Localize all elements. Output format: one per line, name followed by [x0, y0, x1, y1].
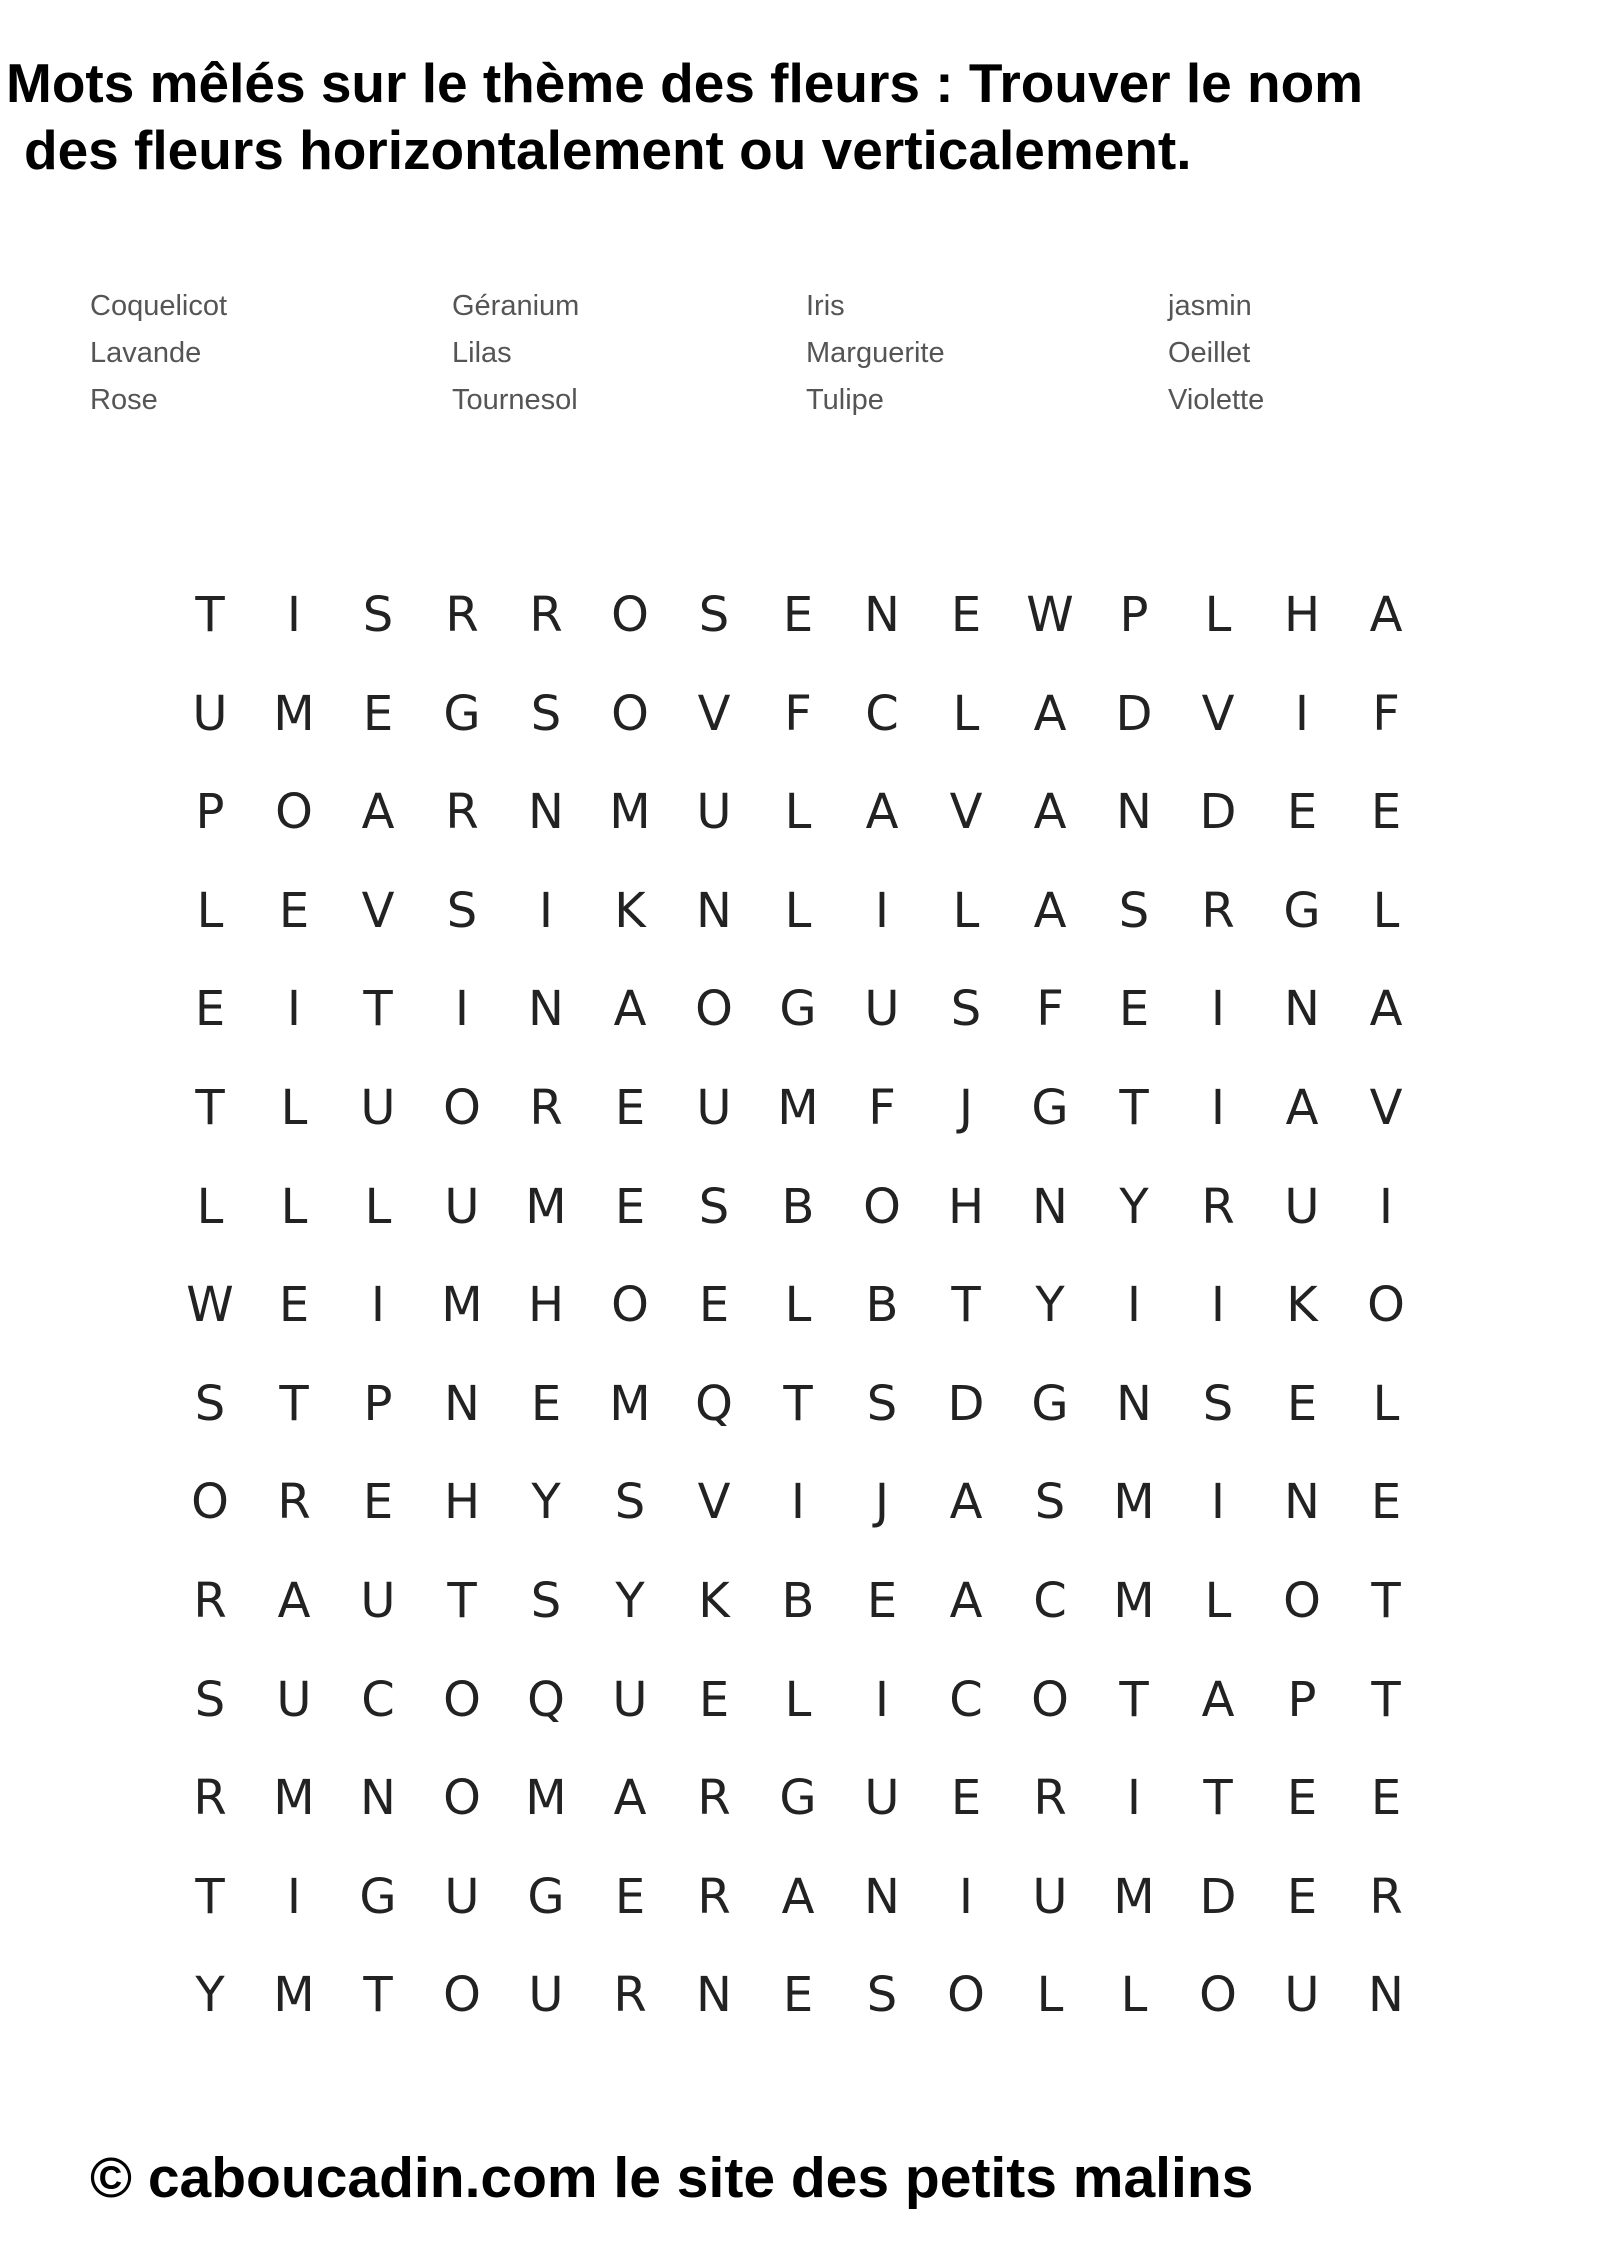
- grid-letter: C: [1033, 1572, 1067, 1629]
- grid-letter: I: [1210, 1474, 1226, 1531]
- grid-letter: T: [447, 1572, 477, 1629]
- grid-letter: H: [947, 1178, 985, 1235]
- grid-letter: G: [779, 981, 817, 1038]
- grid-letter: M: [441, 1277, 483, 1334]
- grid-letter: T: [1203, 1770, 1233, 1827]
- grid-letter: K: [698, 1572, 730, 1629]
- grid-letter: A: [613, 981, 647, 1038]
- grid-letter: P: [195, 784, 225, 841]
- grid-letter: L: [1120, 1967, 1148, 2024]
- grid-letter: J: [874, 1474, 890, 1531]
- footer-credit: © caboucadin.com le site des petits malins: [90, 2146, 1254, 2210]
- grid-letter: M: [777, 1079, 819, 1136]
- grid-letter: O: [611, 587, 649, 643]
- grid-letter: P: [363, 1375, 393, 1432]
- grid-letter: J: [958, 1079, 974, 1136]
- grid-letter: L: [1204, 1572, 1232, 1629]
- grid-letter: S: [530, 1572, 562, 1629]
- grid-letter: O: [443, 1967, 481, 2024]
- grid-letter: N: [864, 1868, 900, 1925]
- grid-letter: N: [1116, 784, 1152, 841]
- grid-letter: N: [528, 784, 564, 841]
- grid-letter: O: [275, 784, 313, 841]
- grid-letter: M: [273, 685, 315, 742]
- grid-letter: L: [1372, 1375, 1400, 1432]
- grid-letter: S: [698, 1178, 730, 1235]
- grid-letter: E: [698, 1277, 730, 1334]
- grid-letter: S: [866, 1375, 898, 1432]
- grid-letter: S: [1202, 1375, 1234, 1432]
- grid-letter: E: [614, 1178, 646, 1235]
- grid-letter: U: [1284, 1178, 1320, 1235]
- grid-letter: U: [360, 1572, 396, 1629]
- grid-letter: L: [1204, 587, 1232, 643]
- grid-letter: U: [444, 1178, 480, 1235]
- grid-letter: A: [1033, 882, 1067, 939]
- grid-letter: V: [697, 685, 731, 742]
- grid-letter: I: [1294, 685, 1310, 742]
- grid-letter: V: [697, 1474, 731, 1531]
- grid-letter: I: [790, 1474, 806, 1531]
- grid-letter: M: [273, 1967, 315, 2024]
- grid-letter: N: [1284, 1474, 1320, 1531]
- grid-letter: A: [361, 784, 395, 841]
- grid-letter: R: [193, 1572, 227, 1629]
- grid-letter: A: [781, 1868, 815, 1925]
- grid-letter: Q: [695, 1375, 733, 1432]
- grid-letter: T: [195, 1079, 225, 1136]
- grid-letter: B: [865, 1277, 899, 1334]
- grid-letter: E: [194, 981, 226, 1038]
- word-list-item: Coquelicot: [90, 290, 228, 322]
- grid-letter: I: [454, 981, 470, 1038]
- grid-letter: G: [359, 1868, 397, 1925]
- grid-letter: S: [362, 587, 394, 643]
- grid-letter: T: [1371, 1671, 1401, 1728]
- grid-letter: O: [443, 1770, 481, 1827]
- grid-letter: N: [864, 587, 900, 643]
- grid-letter: T: [951, 1277, 981, 1334]
- grid-letter: I: [286, 1868, 302, 1925]
- grid-letter: A: [1369, 587, 1403, 643]
- word-list-item: jasmin: [1168, 290, 1252, 322]
- grid-letter: S: [698, 587, 730, 643]
- grid-letter: S: [614, 1474, 646, 1531]
- grid-letter: L: [280, 1079, 308, 1136]
- grid-letter: R: [1201, 882, 1235, 939]
- grid-letter: T: [1371, 1572, 1401, 1629]
- grid-letter: T: [363, 1967, 393, 2024]
- grid-letter: D: [1115, 685, 1153, 742]
- grid-letter: A: [1201, 1671, 1235, 1728]
- grid-letter: E: [1286, 1868, 1318, 1925]
- grid-letter: A: [865, 784, 899, 841]
- word-list: [90, 283, 1490, 424]
- grid-letter: O: [611, 1277, 649, 1334]
- grid-letter: I: [874, 882, 890, 939]
- grid-letter: L: [784, 784, 812, 841]
- grid-letter: L: [280, 1178, 308, 1235]
- grid-letter: O: [1031, 1671, 1069, 1728]
- grid-letter: E: [1370, 784, 1402, 841]
- grid-letter: E: [1118, 981, 1150, 1038]
- grid-letter: G: [443, 685, 481, 742]
- grid-letter: A: [1033, 685, 1067, 742]
- grid-letter: R: [697, 1770, 731, 1827]
- grid-letter: N: [528, 981, 564, 1038]
- grid-letter: I: [1126, 1277, 1142, 1334]
- grid-letter: S: [1118, 882, 1150, 939]
- grid-letter: N: [1032, 1178, 1068, 1235]
- grid-letter: E: [278, 1277, 310, 1334]
- grid-letter: W: [186, 1277, 234, 1334]
- grid-letter: M: [525, 1178, 567, 1235]
- grid-letter: C: [361, 1671, 395, 1728]
- word-list-item: Lavande: [90, 337, 202, 369]
- grid-letter: E: [278, 882, 310, 939]
- grid-letter: S: [950, 981, 982, 1038]
- grid-letter: O: [443, 1671, 481, 1728]
- grid-letter: E: [530, 1375, 562, 1432]
- grid-letter: I: [1210, 1079, 1226, 1136]
- grid-letter: A: [1285, 1079, 1319, 1136]
- grid-letter: V: [361, 882, 395, 939]
- grid-letter: D: [1199, 784, 1237, 841]
- grid-letter: L: [784, 1671, 812, 1728]
- grid-letter: V: [1201, 685, 1235, 742]
- grid-letter: L: [784, 882, 812, 939]
- grid-letter: E: [950, 1770, 982, 1827]
- grid-letter: H: [1283, 587, 1321, 643]
- grid-letter: V: [1369, 1079, 1403, 1136]
- grid-letter: O: [947, 1967, 985, 2024]
- grid-letter: E: [1286, 784, 1318, 841]
- grid-letter: U: [696, 784, 732, 841]
- grid-letter: R: [529, 1079, 563, 1136]
- grid-letter: R: [613, 1967, 647, 2024]
- grid-letter: A: [1369, 981, 1403, 1038]
- grid-letter: U: [528, 1967, 564, 2024]
- grid-letter: L: [952, 685, 980, 742]
- grid-letter: L: [196, 1178, 224, 1235]
- grid-letter: L: [364, 1178, 392, 1235]
- grid-letter: G: [1283, 882, 1321, 939]
- grid-letter: R: [1033, 1770, 1067, 1827]
- grid-letter: N: [444, 1375, 480, 1432]
- grid-letter: N: [1116, 1375, 1152, 1432]
- grid-letter: D: [947, 1375, 985, 1432]
- grid-letter: U: [696, 1079, 732, 1136]
- word-list-item: Oeillet: [1168, 337, 1251, 369]
- grid-letter: A: [949, 1474, 983, 1531]
- grid-letter: U: [612, 1671, 648, 1728]
- grid-letter: R: [445, 587, 479, 643]
- word-list-item: Rose: [90, 384, 158, 416]
- grid-letter: Q: [527, 1671, 565, 1728]
- grid-letter: B: [781, 1572, 815, 1629]
- grid-letter: O: [443, 1079, 481, 1136]
- grid-letter: Y: [195, 1967, 225, 2024]
- grid-letter: Y: [1119, 1178, 1149, 1235]
- grid-letter: M: [1113, 1868, 1155, 1925]
- grid-letter: I: [874, 1671, 890, 1728]
- grid-letter: A: [1033, 784, 1067, 841]
- grid-letter: G: [1031, 1079, 1069, 1136]
- grid-letter: T: [1119, 1671, 1149, 1728]
- grid-letter: M: [609, 1375, 651, 1432]
- grid-letter: F: [1372, 685, 1400, 742]
- grid-letter: S: [194, 1671, 226, 1728]
- word-list-item: Tournesol: [452, 384, 578, 416]
- grid-letter: I: [286, 981, 302, 1038]
- grid-letter: O: [695, 981, 733, 1038]
- grid-letter: E: [782, 1967, 814, 2024]
- grid-letter: U: [360, 1079, 396, 1136]
- grid-letter: E: [950, 587, 982, 643]
- grid-letter: G: [779, 1770, 817, 1827]
- grid-letter: E: [866, 1572, 898, 1629]
- grid-letter: M: [1113, 1474, 1155, 1531]
- grid-letter: E: [1286, 1770, 1318, 1827]
- grid-letter: K: [614, 882, 646, 939]
- grid-letter: Y: [531, 1474, 561, 1531]
- grid-letter: P: [1119, 587, 1149, 643]
- grid-letter: M: [273, 1770, 315, 1827]
- grid-letter: K: [1286, 1277, 1318, 1334]
- grid-letter: L: [784, 1277, 812, 1334]
- grid-letter: E: [362, 685, 394, 742]
- grid-letter: O: [191, 1474, 229, 1531]
- word-list-item: Marguerite: [806, 337, 945, 369]
- grid-letter: S: [1034, 1474, 1066, 1531]
- grid-letter: L: [1036, 1967, 1064, 2024]
- grid-letter: I: [1210, 981, 1226, 1038]
- word-list-item: Lilas: [452, 337, 512, 369]
- grid-letter: F: [784, 685, 812, 742]
- grid-letter: H: [443, 1474, 481, 1531]
- grid-letter: O: [1283, 1572, 1321, 1629]
- grid-letter: I: [286, 587, 302, 643]
- grid-letter: M: [525, 1770, 567, 1827]
- grid-letter: L: [1372, 882, 1400, 939]
- grid-letter: T: [195, 587, 225, 643]
- grid-letter: R: [1201, 1178, 1235, 1235]
- grid-letter: N: [1368, 1967, 1404, 2024]
- grid-letter: F: [868, 1079, 896, 1136]
- grid-letter: A: [949, 1572, 983, 1629]
- grid-letter: N: [1284, 981, 1320, 1038]
- letter-grid: [168, 585, 1428, 2064]
- grid-letter: G: [1031, 1375, 1069, 1432]
- grid-letter: U: [444, 1868, 480, 1925]
- grid-letter: L: [196, 882, 224, 939]
- grid-letter: D: [1199, 1868, 1237, 1925]
- grid-letter: T: [783, 1375, 813, 1432]
- grid-letter: R: [529, 587, 563, 643]
- grid-letter: E: [614, 1868, 646, 1925]
- word-list-item: Iris: [806, 290, 845, 322]
- grid-letter: E: [614, 1079, 646, 1136]
- title-line-2: des fleurs horizontalement ou verticalement.: [24, 119, 1192, 181]
- grid-letter: S: [530, 685, 562, 742]
- grid-letter: T: [363, 981, 393, 1038]
- word-list-item: Tulipe: [806, 384, 884, 416]
- grid-letter: R: [1369, 1868, 1403, 1925]
- grid-letter: T: [195, 1868, 225, 1925]
- grid-letter: I: [1378, 1178, 1394, 1235]
- grid-letter: U: [864, 981, 900, 1038]
- grid-letter: Y: [1035, 1277, 1065, 1334]
- grid-letter: E: [1286, 1375, 1318, 1432]
- grid-letter: W: [1026, 587, 1074, 643]
- grid-letter: C: [865, 685, 899, 742]
- grid-letter: U: [276, 1671, 312, 1728]
- title-line-1: Mots mêlés sur le thème des fleurs : Trouver le nom: [6, 52, 1364, 114]
- grid-letter: E: [362, 1474, 394, 1531]
- grid-letter: S: [866, 1967, 898, 2024]
- grid-letter: F: [1036, 981, 1064, 1038]
- grid-letter: Y: [615, 1572, 645, 1629]
- grid-letter: A: [277, 1572, 311, 1629]
- grid-letter: E: [698, 1671, 730, 1728]
- grid-letter: N: [696, 882, 732, 939]
- grid-letter: H: [527, 1277, 565, 1334]
- grid-letter: R: [277, 1474, 311, 1531]
- grid-letter: M: [1113, 1572, 1155, 1629]
- grid-letter: B: [781, 1178, 815, 1235]
- grid-letter: E: [1370, 1474, 1402, 1531]
- grid-letter: S: [446, 882, 478, 939]
- grid-letter: P: [1287, 1671, 1317, 1728]
- grid-letter: E: [782, 587, 814, 643]
- grid-letter: I: [538, 882, 554, 939]
- grid-letter: E: [1370, 1770, 1402, 1827]
- page-title: [6, 50, 1596, 184]
- grid-letter: C: [949, 1671, 983, 1728]
- grid-letter: V: [949, 784, 983, 841]
- word-list-item: Violette: [1168, 384, 1265, 416]
- grid-letter: O: [1367, 1277, 1405, 1334]
- grid-letter: S: [194, 1375, 226, 1432]
- grid-letter: R: [445, 784, 479, 841]
- grid-letter: G: [527, 1868, 565, 1925]
- grid-letter: I: [1126, 1770, 1142, 1827]
- grid-letter: R: [697, 1868, 731, 1925]
- grid-letter: O: [1199, 1967, 1237, 2024]
- grid-letter: L: [952, 882, 980, 939]
- grid-letter: I: [1210, 1277, 1226, 1334]
- word-list-item: Géranium: [452, 290, 580, 322]
- grid-letter: U: [864, 1770, 900, 1827]
- grid-letter: I: [370, 1277, 386, 1334]
- grid-letter: N: [696, 1967, 732, 2024]
- grid-letter: U: [1032, 1868, 1068, 1925]
- grid-letter: N: [360, 1770, 396, 1827]
- grid-letter: M: [609, 784, 651, 841]
- grid-letter: T: [279, 1375, 309, 1432]
- grid-letter: I: [958, 1868, 974, 1925]
- grid-letter: R: [193, 1770, 227, 1827]
- grid-letter: U: [192, 685, 228, 742]
- grid-letter: O: [611, 685, 649, 742]
- grid-letter: O: [863, 1178, 901, 1235]
- grid-letter: T: [1119, 1079, 1149, 1136]
- grid-letter: A: [613, 1770, 647, 1827]
- grid-letter: U: [1284, 1967, 1320, 2024]
